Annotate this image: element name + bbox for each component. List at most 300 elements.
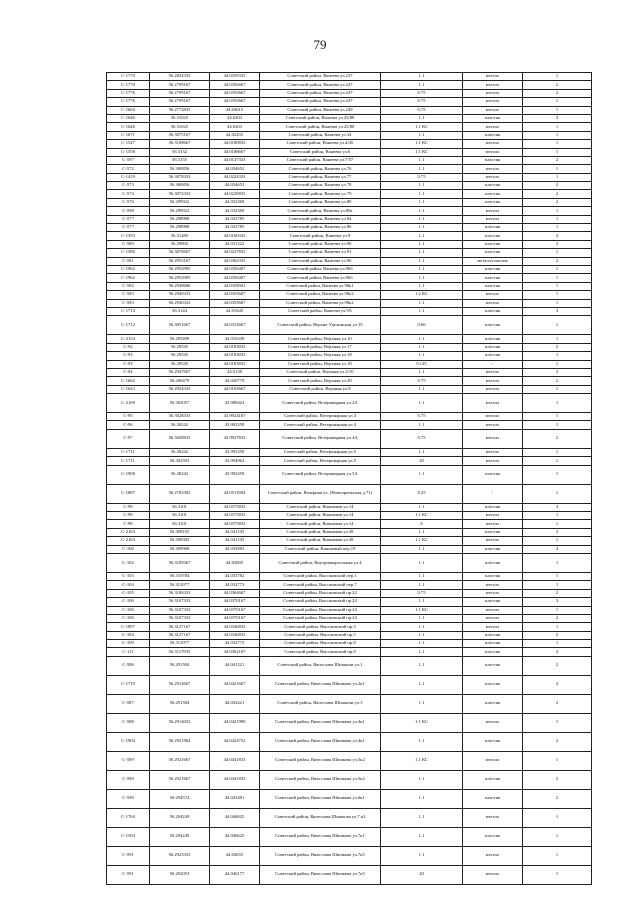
volume-cell: 1.1 <box>381 448 463 456</box>
count-cell: 2 <box>523 343 592 351</box>
table-row <box>107 694 592 713</box>
site-id-cell: С-589 <box>107 751 150 770</box>
table-row <box>107 528 592 536</box>
volume-cell: 1.1 <box>381 207 463 215</box>
longitude-cell: 44.0358941 <box>210 282 260 290</box>
site-id-cell: С-581 <box>107 257 150 265</box>
latitude-cell: 56.2952995 <box>150 265 210 273</box>
address-cell: Советский район, Внутриквартальная ул.4 <box>260 553 381 572</box>
address-cell: Советский район, Вячеслава Шишкова ул.5к2 <box>260 770 381 789</box>
latitude-cell: 56.30242 <box>150 465 210 484</box>
longitude-cell: 44.0203 <box>210 123 260 131</box>
site-id-cell: С-100 <box>107 545 150 553</box>
material-cell: пластик <box>463 648 523 656</box>
longitude-cell: 44.046625 <box>210 827 260 846</box>
latitude-cell: 56.291584 <box>150 694 210 713</box>
address-cell: Советский район, Ванеева ул.7/57 <box>260 156 381 164</box>
volume-cell: 1.1 <box>381 299 463 307</box>
material-cell: пластик <box>463 598 523 606</box>
latitude-cell: 56.2953167 <box>150 257 210 265</box>
address-cell: Советский район, Высоковский пр.24 <box>260 598 381 606</box>
volume-cell: 0.125 <box>381 360 463 368</box>
volume-cell: 1.1 <box>381 732 463 751</box>
volume-cell: 1.1 <box>381 648 463 656</box>
longitude-cell: 44.020779 <box>210 377 260 385</box>
table-row <box>107 224 592 232</box>
site-id-cell: С-1662 <box>107 377 150 385</box>
longitude-cell: 43.9927833 <box>210 429 260 448</box>
longitude-cell: 44.032773 <box>210 581 260 589</box>
site-id-cell: С-1904 <box>107 732 150 751</box>
address-cell: Советский район, Ванеева ул.78 <box>260 182 381 190</box>
material-cell: металл <box>463 89 523 97</box>
volume-cell: 0.75 <box>381 413 463 421</box>
count-cell: 1 <box>523 606 592 614</box>
latitude-cell: 56.300856 <box>150 182 210 190</box>
site-id-cell: С-1719 <box>107 675 150 694</box>
latitude-cell: 56.2772833 <box>150 106 210 114</box>
table-row <box>107 631 592 639</box>
table-row <box>107 457 592 465</box>
longitude-cell: 44.043481 <box>210 789 260 808</box>
address-cell: Советский район, Вячеслава Шишкова ул.7 к2 <box>260 808 381 827</box>
longitude-cell: 44.0441833 <box>210 751 260 770</box>
latitude-cell: 56.308305 <box>150 537 210 545</box>
site-id-cell: С-105 <box>107 589 150 597</box>
table-row <box>107 421 592 429</box>
table-row <box>107 215 592 223</box>
volume-cell: 1.1 <box>381 114 463 122</box>
table-row <box>107 448 592 456</box>
material-cell: пластик <box>463 335 523 343</box>
longitude-cell: 44.0370167 <box>210 614 260 622</box>
site-id-cell: С-577 <box>107 215 150 223</box>
material-cell: металл <box>463 713 523 732</box>
count-cell: 1 <box>523 282 592 290</box>
count-cell: 1 <box>523 131 592 139</box>
site-id-cell: С-104 <box>107 581 150 589</box>
longitude-cell: 44.0421667 <box>210 675 260 694</box>
latitude-cell: 56.299922 <box>150 207 210 215</box>
table-row <box>107 827 592 846</box>
material-cell: пластик <box>463 182 523 190</box>
volume-cell: 1.1 <box>381 343 463 351</box>
volume-cell: 1.1 <box>381 352 463 360</box>
address-cell: Советский район, Ванеева ул.96б <box>260 274 381 282</box>
table-row <box>107 360 592 368</box>
address-cell: Советский район, Ванеева ул.96 <box>260 257 381 265</box>
material-cell: металл <box>463 140 523 148</box>
longitude-cell: 44.0356407 <box>210 265 260 273</box>
volume-cell: 1.1 <box>381 545 463 553</box>
longitude-cell: 44.032773 <box>210 640 260 648</box>
volume-cell: 1.1 <box>381 827 463 846</box>
material-cell: металл <box>463 291 523 299</box>
volume-cell: 1.1 <box>381 572 463 580</box>
count-cell: 2 <box>523 368 592 376</box>
longitude-cell: 44.0355667 <box>210 291 260 299</box>
volume-cell: 1.1 <box>381 640 463 648</box>
site-id-cell: С-1887 <box>107 484 150 503</box>
material-cell: пластик <box>463 732 523 751</box>
longitude-cell: 44.0356667 <box>210 81 260 89</box>
address-cell: Советский район, Ванеева ул.34 <box>260 131 381 139</box>
latitude-cell: 56.2914033 <box>150 713 210 732</box>
material-cell: пластик <box>463 656 523 675</box>
address-cell: Советский район, Вячеслава Шишкова ул.7к1 <box>260 827 381 846</box>
volume-cell: 0.75 <box>381 98 463 106</box>
address-cell: Советский район, Вячеслава Шишкова ул.1 <box>260 656 381 675</box>
longitude-cell: 44.031222 <box>210 240 260 248</box>
site-id-cell: С-577 <box>107 224 150 232</box>
table-row <box>107 572 592 580</box>
site-id-cell: С-1714 <box>107 307 150 315</box>
site-id-cell: С-597 <box>107 156 150 164</box>
material-cell: металл <box>463 865 523 884</box>
table-row <box>107 165 592 173</box>
volume-cell: 1.1 <box>381 249 463 257</box>
table-row <box>107 182 592 190</box>
latitude-cell: 56.302503 <box>150 457 210 465</box>
material-cell: пластик <box>463 224 523 232</box>
material-cell: пластик <box>463 553 523 572</box>
count-cell: 2 <box>523 694 592 713</box>
volume-cell: 1.1 <box>381 385 463 393</box>
table-row <box>107 114 592 122</box>
latitude-cell: 56.3101 <box>150 520 210 528</box>
site-id-cell: С-1776 <box>107 98 150 106</box>
volume-cell: 0.66 <box>381 316 463 335</box>
table-row <box>107 640 592 648</box>
latitude-cell: 56.3155 <box>150 156 210 164</box>
latitude-cell: 56.30242 <box>150 448 210 456</box>
latitude-cell: 56.3028833 <box>150 429 210 448</box>
container-sites-table <box>106 72 592 885</box>
address-cell: Советский район, Верхняя ул.20 <box>260 377 381 385</box>
volume-cell: 1.1 <box>381 190 463 198</box>
table-row <box>107 537 592 545</box>
latitude-cell: 56.291584 <box>150 656 210 675</box>
latitude-cell: 56.294249 <box>150 827 210 846</box>
site-id-cell: С-1770 <box>107 73 150 81</box>
volume-cell: 1.1 <box>381 156 463 164</box>
count-cell: 2 <box>523 770 592 789</box>
latitude-cell: 56.298988 <box>150 224 210 232</box>
table-row <box>107 368 592 376</box>
material-cell: пластик <box>463 156 523 164</box>
material-cell: пластик <box>463 352 523 360</box>
count-cell: 2 <box>523 240 592 248</box>
site-id-cell: С-92 <box>107 343 150 351</box>
material-cell: пластик <box>463 770 523 789</box>
material-cell: металл/пластик <box>463 257 523 265</box>
volume-cell: 1.1 <box>381 503 463 511</box>
volume-cell: 1.1 <box>381 465 463 484</box>
volume-cell: 1.1 <box>381 770 463 789</box>
material-cell: металл <box>463 385 523 393</box>
latitude-cell: 56.29545 <box>150 360 210 368</box>
count-cell: 2 <box>523 614 592 622</box>
count-cell: 2 <box>523 789 592 808</box>
address-cell: Советский район, Ванеева ул.4/45 <box>260 140 381 148</box>
volume-cell: 1.1 <box>381 846 463 865</box>
address-cell: Советский район, Ванеева ул.25/88 <box>260 123 381 131</box>
site-id-cell: С-1764 <box>107 808 150 827</box>
address-cell: Советский район, Высоковский пер.7 <box>260 581 381 589</box>
site-id-cell: С-1593 <box>107 232 150 240</box>
site-id-cell: С-573 <box>107 182 150 190</box>
count-cell: 2 <box>523 589 592 597</box>
material-cell: пластик <box>463 528 523 536</box>
latitude-cell: 56.31025 <box>150 123 210 131</box>
count-cell: 1 <box>523 98 592 106</box>
volume-cell: 1.1 КС <box>381 537 463 545</box>
count-cell: 1 <box>523 165 592 173</box>
material-cell: пластик <box>463 282 523 290</box>
latitude-cell: 56.2799167 <box>150 81 210 89</box>
latitude-cell: 56.3076667 <box>150 249 210 257</box>
count-cell: 1 <box>523 215 592 223</box>
address-cell: Советский район, Вишневая ул.38 <box>260 537 381 545</box>
longitude-cell: 44.04655 <box>210 846 260 865</box>
latitude-cell: 56.3028333 <box>150 413 210 421</box>
volume-cell: 1.1 <box>381 335 463 343</box>
volume-cell: 1.1 КС <box>381 123 463 131</box>
count-cell: 1 <box>523 457 592 465</box>
latitude-cell: 56.29545 <box>150 343 210 351</box>
address-cell: Советский район, Ванеева ул.98к2 <box>260 291 381 299</box>
count-cell: 2 <box>523 648 592 656</box>
material-cell: металл <box>463 520 523 528</box>
material-cell: пластик <box>463 545 523 553</box>
count-cell: 1 <box>523 512 592 520</box>
latitude-cell: 56.31025 <box>150 114 210 122</box>
latitude-cell: 56.2799167 <box>150 89 210 97</box>
count-cell: 1 <box>523 106 592 114</box>
latitude-cell: 56.3107333 <box>150 598 210 606</box>
latitude-cell: 56.312977 <box>150 640 210 648</box>
longitude-cell: 44.0424752 <box>210 732 260 751</box>
material-cell: пластик <box>463 343 523 351</box>
table-row <box>107 789 592 808</box>
count-cell: 2 <box>523 377 592 385</box>
table-row <box>107 614 592 622</box>
site-id-cell: С-93 <box>107 360 150 368</box>
address-cell: Советский район, Высоковский пр.5 <box>260 631 381 639</box>
material-cell: металл <box>463 589 523 597</box>
material-cell: металл <box>463 73 523 81</box>
site-id-cell: С-580 <box>107 240 150 248</box>
volume-cell: 8 <box>381 520 463 528</box>
site-id-cell: С-97 <box>107 429 150 448</box>
site-id-cell: С-106 <box>107 598 150 606</box>
table-row <box>107 207 592 215</box>
latitude-cell: 56.2703302 <box>150 484 210 503</box>
count-cell: 2 <box>523 257 592 265</box>
site-id-cell: С-99 <box>107 512 150 520</box>
address-cell: Советский район, Вишневая ул.14 <box>260 503 381 511</box>
volume-cell: 1.1 <box>381 368 463 376</box>
table-row <box>107 413 592 421</box>
table-row <box>107 190 592 198</box>
volume-cell: 1.1 <box>381 224 463 232</box>
table-row <box>107 240 592 248</box>
table-row <box>107 140 592 148</box>
material-cell: пластик <box>463 307 523 315</box>
latitude-cell: 56.2921667 <box>150 751 210 770</box>
latitude-cell: 56.302057 <box>150 394 210 413</box>
material-cell: - <box>463 484 523 503</box>
longitude-cell: 44.0359333 <box>210 73 260 81</box>
count-cell: 1 <box>523 572 592 580</box>
address-cell: Советский район, Ванеева ул.6 <box>260 148 381 156</box>
site-id-cell: С-93 <box>107 352 150 360</box>
longitude-cell: 43.992358 <box>210 448 260 456</box>
longitude-cell: 44.0183833 <box>210 360 260 368</box>
longitude-cell: 44.032785 <box>210 224 260 232</box>
count-cell: 4 <box>523 545 592 553</box>
longitude-cell: 43.992358 <box>210 465 260 484</box>
table-row <box>107 307 592 315</box>
material-cell: - <box>463 360 523 368</box>
count-cell: 3 <box>523 598 592 606</box>
site-id-cell: С-572 <box>107 165 150 173</box>
count-cell: 1 <box>523 249 592 257</box>
table-row <box>107 623 592 631</box>
longitude-cell: 43.989423 <box>210 394 260 413</box>
volume-cell: 0.75 <box>381 173 463 181</box>
material-cell: металл <box>463 512 523 520</box>
table-row <box>107 81 592 89</box>
table-row <box>107 265 592 273</box>
material-cell: пластик <box>463 249 523 257</box>
material-cell: металл <box>463 148 523 156</box>
longitude-cell: 44.032983 <box>210 545 260 553</box>
table-row <box>107 106 592 114</box>
longitude-cell: 44.0163667 <box>210 385 260 393</box>
address-cell: Советский район, Высоковский пр.8 <box>260 640 381 648</box>
material-cell: металл <box>463 429 523 448</box>
count-cell: 2 <box>523 232 592 240</box>
table-row <box>107 394 592 413</box>
latitude-cell: 56.3127167 <box>150 631 210 639</box>
material-cell: металл <box>463 808 523 827</box>
table-row <box>107 148 592 156</box>
count-cell: 1 <box>523 865 592 884</box>
volume-cell: 1.1 <box>381 215 463 223</box>
table-row <box>107 648 592 656</box>
address-cell: Советский район, Вячеслава Шишкова ул.4к1 <box>260 713 381 732</box>
table-row <box>107 545 592 553</box>
table-row <box>107 465 592 484</box>
site-id-cell: С-99 <box>107 520 150 528</box>
material-cell: металл <box>463 421 523 429</box>
longitude-cell: 44.02805 <box>210 553 260 572</box>
count-cell: 2 <box>523 631 592 639</box>
table-row <box>107 606 592 614</box>
site-id-cell: С-1962 <box>107 274 150 282</box>
volume-cell: 20 <box>381 457 463 465</box>
address-cell: Советский район, Ветеринарная ул.4А <box>260 429 381 448</box>
address-cell: Советский район, Ветеринарная ул.5А <box>260 465 381 484</box>
material-cell: пластик <box>463 789 523 808</box>
latitude-cell: 56.2914667 <box>150 675 210 694</box>
site-id-cell: С-1962 <box>107 265 150 273</box>
count-cell: 1 <box>523 140 592 148</box>
count-cell: 1 <box>523 148 592 156</box>
longitude-cell: 44.0370167 <box>210 606 260 614</box>
latitude-cell: 56.294574 <box>150 789 210 808</box>
table-row <box>107 343 592 351</box>
longitude-cell: 44.0138 <box>210 368 260 376</box>
material-cell: металл <box>463 207 523 215</box>
longitude-cell: 44.0375833 <box>210 520 260 528</box>
count-cell: 1 <box>523 73 592 81</box>
table-row <box>107 385 592 393</box>
longitude-cell: 44.033782 <box>210 572 260 580</box>
site-id-cell: С-1711 <box>107 448 150 456</box>
longitude-cell: 44.0224333 <box>210 173 260 181</box>
table-row <box>107 553 592 572</box>
address-cell: Советский район, Ванеева ул.98к1 <box>260 282 381 290</box>
site-id-cell: С-102 <box>107 553 150 572</box>
count-cell: 1 <box>523 581 592 589</box>
count-cell: 1 <box>523 274 592 282</box>
site-id-cell: С-1671 <box>107 131 150 139</box>
volume-cell: 1.1 <box>381 598 463 606</box>
site-id-cell: С-184 <box>107 631 150 639</box>
longitude-cell: 44.0356407 <box>210 274 260 282</box>
material-cell: пластик <box>463 232 523 240</box>
latitude-cell: 56.2954333 <box>150 385 210 393</box>
table-row <box>107 98 592 106</box>
material-cell: пластик <box>463 572 523 580</box>
longitude-cell: 44.041193 <box>210 528 260 536</box>
address-cell: Советский район, Ветеринарная ул.5 <box>260 448 381 456</box>
table-row <box>107 282 592 290</box>
latitude-cell: 56.2921864 <box>150 732 210 751</box>
material-cell: пластик <box>463 198 523 206</box>
latitude-cell: 56.292053 <box>150 865 210 884</box>
latitude-cell: 56.312977 <box>150 581 210 589</box>
table-row <box>107 156 592 164</box>
count-cell: 1 <box>523 265 592 273</box>
site-id-cell: С-1623 <box>107 385 150 393</box>
site-id-cell: С-591 <box>107 846 150 865</box>
site-id-cell: С-99 <box>107 503 150 511</box>
material-cell: металл <box>463 537 523 545</box>
address-cell: Советский район, Ванеева ул.76 <box>260 165 381 173</box>
latitude-cell: 56.2949686 <box>150 282 210 290</box>
latitude-cell: 56.31485 <box>150 232 210 240</box>
material-cell: металл <box>463 173 523 181</box>
count-cell: 3 <box>523 114 592 122</box>
count-cell: 2 <box>523 429 592 448</box>
latitude-cell: 56.2940333 <box>150 291 210 299</box>
site-id-cell: С-1712 <box>107 316 150 335</box>
volume-cell: 20 <box>381 865 463 884</box>
table-row <box>107 770 592 789</box>
table-row <box>107 503 592 511</box>
longitude-cell: 44.0203 <box>210 114 260 122</box>
table-row <box>107 257 592 265</box>
address-cell: Советский район, Ванеева ул.96б <box>260 265 381 273</box>
site-id-cell: С-96 <box>107 421 150 429</box>
longitude-cell: 44.0346833 <box>210 631 260 639</box>
address-cell: Советский район, Высоковский пр.24 <box>260 614 381 622</box>
volume-cell: 1.1 <box>381 581 463 589</box>
table-row <box>107 581 592 589</box>
